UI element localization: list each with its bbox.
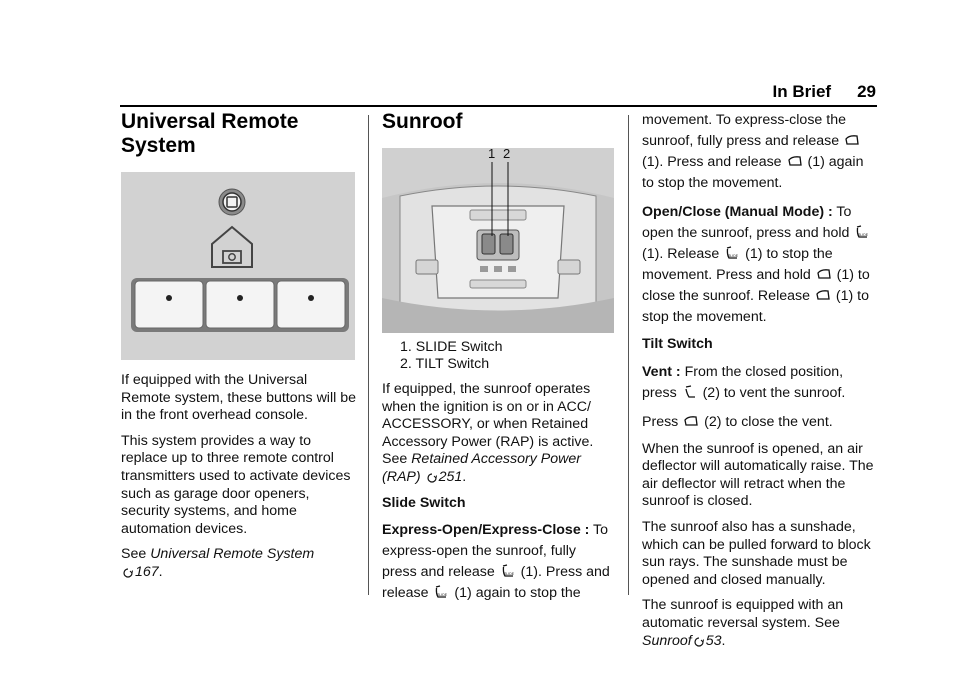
cont-text-1: movement. To express-close the sunroof, fully press and release	[642, 112, 846, 149]
see-suffix: .	[158, 563, 163, 580]
page-header	[0, 82, 876, 102]
paragraph-close-vent	[642, 412, 878, 433]
paragraph-manual-mode	[642, 202, 878, 328]
paragraph-system-provides: This system provides a way to replace up to three remote control transmitters used to activate devices such as garage door openers, security systems, and home automation devices.	[121, 432, 351, 537]
page-ref-53[interactable]: 53	[705, 632, 722, 649]
callout-1: 1	[488, 148, 496, 161]
heading-slide-switch: Slide Switch	[382, 494, 466, 511]
manual-text-4: (1) to close the sunroof. Release	[642, 267, 870, 304]
link-sunroof[interactable]: Sunroof	[642, 632, 692, 649]
section-heading-sunroof: Sunroof	[382, 110, 463, 133]
express-text-3: (1) again to stop the	[450, 585, 581, 602]
column-universal-remote	[121, 110, 357, 590]
slide-close-icon	[816, 288, 830, 302]
figure-legend	[382, 339, 614, 373]
slide-open-icon	[501, 564, 515, 578]
slide-close-icon	[817, 267, 831, 281]
express-text-2: (1). Press and release	[382, 564, 610, 602]
callout-2: 2	[503, 148, 511, 161]
page-number: 29	[857, 82, 876, 101]
paragraph-express-continued	[642, 110, 878, 194]
reversal-text: The sunroof is equipped with an automatic reversal system. See	[642, 597, 844, 631]
cont-text-2: (1). Press and release	[642, 154, 786, 170]
section-heading-universal-remote: Universal Remote System	[121, 110, 299, 157]
manual-text-3: (1) to stop the movement. Press and hold	[642, 246, 833, 283]
vent-label: Vent :	[642, 363, 681, 380]
manual-text-5: (1) to stop the movement.	[642, 288, 869, 325]
heading-tilt-switch: Tilt Switch	[642, 336, 713, 352]
page-ref-251[interactable]: 251	[438, 468, 463, 485]
sunroof-overhead-figure	[382, 148, 614, 333]
slide-close-icon	[845, 133, 859, 147]
page-reference-icon	[694, 637, 704, 647]
close-vent-text-1: Press	[642, 413, 683, 430]
page-reference-icon	[427, 473, 437, 483]
cont-text-3: (1) again to stop the movement.	[642, 154, 864, 191]
page-reference-icon	[123, 568, 133, 578]
paragraph-sunshade: The sunroof also has a sunshade, which can be pulled forward to block sun rays. The sunshade must be opened and closed manually.	[642, 518, 871, 588]
universal-remote-figure	[121, 172, 355, 360]
column-divider-2	[628, 115, 629, 595]
slide-close-icon	[684, 414, 698, 428]
express-text-1: To express-open the sunroof, fully press and release	[382, 522, 609, 581]
see-reference	[121, 546, 357, 581]
column-sunroof-continued	[642, 110, 878, 658]
close-vent-text-2: (2) to close the vent.	[700, 413, 833, 430]
link-retained-accessory-power[interactable]: Retained Accessory Power (RAP)	[382, 451, 581, 485]
manual-label: Open/Close (Manual Mode) :	[642, 204, 833, 220]
slide-open-icon	[434, 585, 448, 599]
section-title: In Brief	[772, 82, 832, 101]
column-sunroof	[382, 110, 614, 612]
sunroof-operates-suffix: .	[462, 468, 467, 485]
manual-text-2: (1). Release	[642, 246, 724, 262]
see-prefix: See	[121, 546, 151, 563]
express-label: Express-Open/Express-Close :	[382, 522, 590, 539]
paragraph-express	[382, 520, 614, 604]
vent-text-1: From the closed position, press	[642, 363, 844, 401]
manual-text-1: To open the sunroof, press and hold	[642, 204, 854, 241]
page-ref-167[interactable]: 167	[135, 563, 159, 580]
legend-item-slide: 1. SLIDE Switch	[400, 339, 503, 355]
paragraph-vent	[642, 362, 878, 404]
column-divider-1	[368, 115, 369, 595]
slide-close-icon	[788, 154, 802, 168]
paragraph-reversal	[642, 597, 878, 650]
legend-item-tilt: 2. TILT Switch	[400, 356, 490, 372]
slide-open-icon	[855, 225, 869, 239]
paragraph-air-deflector: When the sunroof is opened, an air deflector will automatically raise. The air deflector will retract when the sunroof is closed.	[642, 440, 874, 510]
reversal-suffix: .	[721, 632, 726, 649]
paragraph-equipped: If equipped with the Universal Remote system, these buttons will be in the front overhead console.	[121, 372, 356, 424]
slide-open-icon	[725, 246, 739, 260]
link-universal-remote-system[interactable]: Universal Remote System	[150, 546, 315, 563]
paragraph-sunroof-operates	[382, 381, 614, 487]
header-rule	[120, 105, 877, 107]
vent-text-2: (2) to vent the sunroof.	[698, 384, 846, 401]
tilt-vent-icon	[683, 385, 697, 399]
sunroof-operates-text: If equipped, the sunroof operates when the ignition is on or in ACC/ ACCESSORY, or when Retained Accessory Power (RAP) is active. See	[382, 381, 594, 468]
